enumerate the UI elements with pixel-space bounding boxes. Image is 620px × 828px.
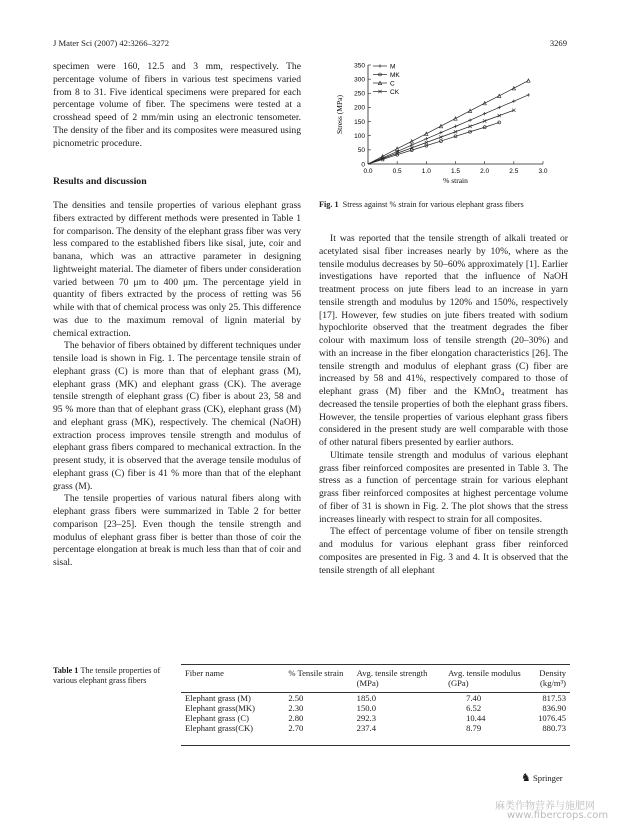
x-tick-label: 3.0	[538, 168, 548, 175]
x-tick-label: 2.5	[509, 168, 519, 175]
figure-1-chart	[330, 58, 570, 193]
data-point-m	[468, 118, 471, 121]
series-line-mk	[368, 122, 499, 164]
data-point-m	[454, 125, 457, 128]
table-row	[181, 713, 570, 723]
springer-horse-icon: ♞	[521, 772, 531, 784]
y-axis-label: Stress (MPa)	[335, 95, 344, 134]
paragraph-right-3: The effect of percentage volume of fiber on tensile strength and modulus for various elephant grass fiber reinforced composites are presented in Fig. 3 and 4. It is observed that the tensile strength of all elephant	[319, 526, 568, 576]
watermark-url: www.fibercrops.com	[507, 810, 609, 821]
x-tick-label: 1.5	[450, 168, 461, 175]
page-number: 3269	[549, 38, 567, 48]
cell-density: 1076.45	[538, 713, 566, 723]
cell-modulus: 8.79	[466, 723, 482, 733]
data-point-c	[527, 79, 530, 82]
cell-fiber: Elephant grass(CK)	[185, 723, 254, 733]
figure-1-caption-text: Stress against % strain for various elephant grass fibers	[342, 200, 524, 209]
cell-fiber: Elephant grass (C)	[185, 713, 249, 723]
x-tick-label: 0.5	[392, 168, 402, 175]
figure-1-label: Fig. 1	[319, 200, 339, 209]
paragraph-right-1: It was reported that the tensile strength of alkali treated or acetylated sisal fiber increases nearly by 10%, where as the tensile modulus decreases by 50–60% approximately [1]. Earlier investigations have reported that the influence of NaOH treatment process on jute fibers lead to an increase in yarn tensile strength and modulus by 120% and 150%, respectively [17]. However, few studies on jute fibers treated with sodium hypochlorite observed that the treatment degrades the fiber colour with maximum loss of tensile strength (20–30%) and with an increase in the fiber elongation characteristics [26]. The tensile strength and modulus of elephant grass (C) fiber are increased by 58 and 41%, respectively compared to those of elephant grass (M) fiber and the KMnO₄ treatment has decreased the tensile properties of both the elephant grass fibers. However, the tensile properties of various elephant grass fibers considered in the present study are well comparable with those of other natural fibers presented by earlier authors.	[319, 233, 568, 448]
table-row	[181, 723, 570, 733]
cell-density: 880.73	[542, 723, 566, 733]
col-header-density: Density (kg/m³)	[539, 668, 566, 688]
y-tick-label: 200	[354, 104, 365, 112]
data-point-m	[425, 137, 428, 140]
cell-strain: 2.80	[288, 713, 304, 723]
cell-strain: 2.70	[288, 723, 304, 733]
cell-strength: 185.0	[356, 693, 376, 703]
col-header-fiber: Fiber name	[185, 668, 224, 678]
col-header-strain: % Tensile strain	[288, 668, 344, 678]
data-point-m	[527, 93, 530, 96]
legend-label-ck: CK	[390, 88, 400, 96]
watermark-text: 麻类作物营养与施肥网	[495, 801, 595, 812]
data-point-ck	[468, 125, 471, 128]
y-tick-label: 350	[354, 62, 365, 70]
data-point-ck	[483, 119, 486, 122]
data-point-m	[512, 100, 515, 103]
data-point-ck	[439, 135, 442, 138]
cell-modulus: 7.40	[466, 693, 482, 703]
cell-density: 836.90	[542, 703, 566, 713]
y-tick-label: 50	[357, 147, 365, 155]
cell-strength: 150.0	[356, 703, 376, 713]
publisher-name: Springer	[533, 773, 563, 783]
data-point-m	[483, 112, 486, 115]
data-point-ck	[498, 114, 501, 117]
figure-1-caption	[319, 200, 569, 209]
paragraph-results-1: The densities and tensile properties of various elephant grass fibers extracted by different methods were presented in Table 1 for comparison. The density of the elephant grass fiber was very less compared to the established fibers like sisal, jute, coir and banana, which was an attractive parameter in designing lightweight material. The diameter of fibers under consideration varied between 70 μm to 400 μm. The percentage yield in quantity of fibers extracted by the process of retting was 56 while with that of chemical process was only 25. This difference was due to the maximum removal of lignin material by chemical extraction.	[53, 200, 301, 339]
y-tick-label: 150	[354, 118, 365, 126]
table-row	[181, 693, 570, 703]
section-heading: Results and discussion	[53, 176, 147, 188]
table-1-label: Table 1	[53, 666, 79, 675]
x-tick-label: 1.0	[421, 168, 431, 175]
y-tick-label: 250	[354, 90, 365, 98]
right-column	[319, 233, 568, 577]
cell-density: 817.53	[542, 693, 566, 703]
data-point-m	[410, 143, 413, 146]
table-1-caption-text: The tensile properties of various elephant grass fibers	[53, 666, 161, 685]
y-tick-label: 0	[361, 161, 365, 169]
data-point-ck	[512, 109, 515, 112]
legend-label-mk: MK	[390, 71, 400, 79]
cell-modulus: 10.44	[466, 713, 486, 723]
legend-label-m: M	[390, 63, 396, 71]
y-tick-label: 100	[354, 133, 365, 141]
paragraph-right-2: Ultimate tensile strength and modulus of various elephant grass fiber reinforced composites are presented in Table 3. The stress as a function of percentage strain for various elephant grass fiber reinforced composites at highest percentage volume of fiber of 31 is shown in Fig. 2. The plot shows that the stress increases linearly with respect to strain for all composites.	[319, 449, 568, 525]
legend-label-c: C	[390, 80, 395, 88]
series-line-m	[368, 95, 528, 164]
paragraph-results-3: The tensile properties of various natural fibers along with elephant grass fibers were summarized in Table 2 for better comparison [23–25]. Even though the tensile strength and modulus of elephant grass fiber is better than those of coir the percentage elongation at break is much less than that of coir and sisal.	[53, 493, 301, 568]
cell-fiber: Elephant grass (M)	[185, 693, 251, 703]
col-header-strength: Avg. tensile strength (MPa)	[356, 668, 428, 688]
table-1	[181, 668, 570, 733]
cell-fiber: Elephant grass(MK)	[185, 703, 255, 713]
paragraph-methods-end: specimen were 160, 12.5 and 3 mm, respectively. The percentage volume of fibers in various test specimens varied from 8 to 31. Five identical specimens were prepared for each percentage volume of fiber. The specimens were tested at a crosshead speed of 2 mm/min using an electronic tensometer. The density of the fiber and its composites were measured using picnometric procedure.	[53, 61, 301, 149]
running-header-journal: J Mater Sci (2007) 42:3266–3272	[53, 38, 170, 48]
y-tick-label: 300	[354, 76, 365, 84]
table-row	[181, 703, 570, 713]
legend-marker-m	[378, 64, 381, 67]
table-header-row	[181, 668, 570, 688]
paragraph-results-2: The behavior of fibers obtained by different techniques under tensile load is shown in Fig. 1. The percentage tensile strain of elephant grass (C) is more than that of elephant grass (M), elephant grass (MK) and elephant grass (CK). The average tensile strength of elephant grass (C) fiber is about 23, 58 and 95 % more than that of elephant grass (CK), elephant grass (M) and elephant grass (MK), respectively. The chemical (NaOH) extraction process improves tensile strength and modulus of elephant grass fibers compared to mechanical extraction. In the present study, it is observed that the average tensile modulus of elephant grass (C) fiber is 41 % more than that of the elephant grass (M).	[53, 340, 301, 492]
left-column	[53, 61, 301, 570]
x-axis-label: % strain	[443, 176, 468, 185]
cell-strain: 2.30	[288, 703, 304, 713]
publisher-logo	[521, 771, 563, 784]
col-header-modulus: Avg. tensile modulus (GPa)	[448, 668, 521, 688]
data-point-ck	[454, 130, 457, 133]
x-tick-label: 0.0	[363, 168, 373, 175]
cell-strain: 2.50	[288, 693, 304, 703]
x-tick-label: 2.0	[480, 168, 490, 175]
data-point-ck	[425, 141, 428, 144]
table-1-caption	[53, 666, 173, 686]
cell-modulus: 6.52	[466, 703, 482, 713]
cell-strength: 292.3	[356, 713, 376, 723]
data-point-m	[439, 131, 442, 134]
data-point-m	[498, 106, 501, 109]
cell-strength: 237.4	[356, 723, 376, 733]
